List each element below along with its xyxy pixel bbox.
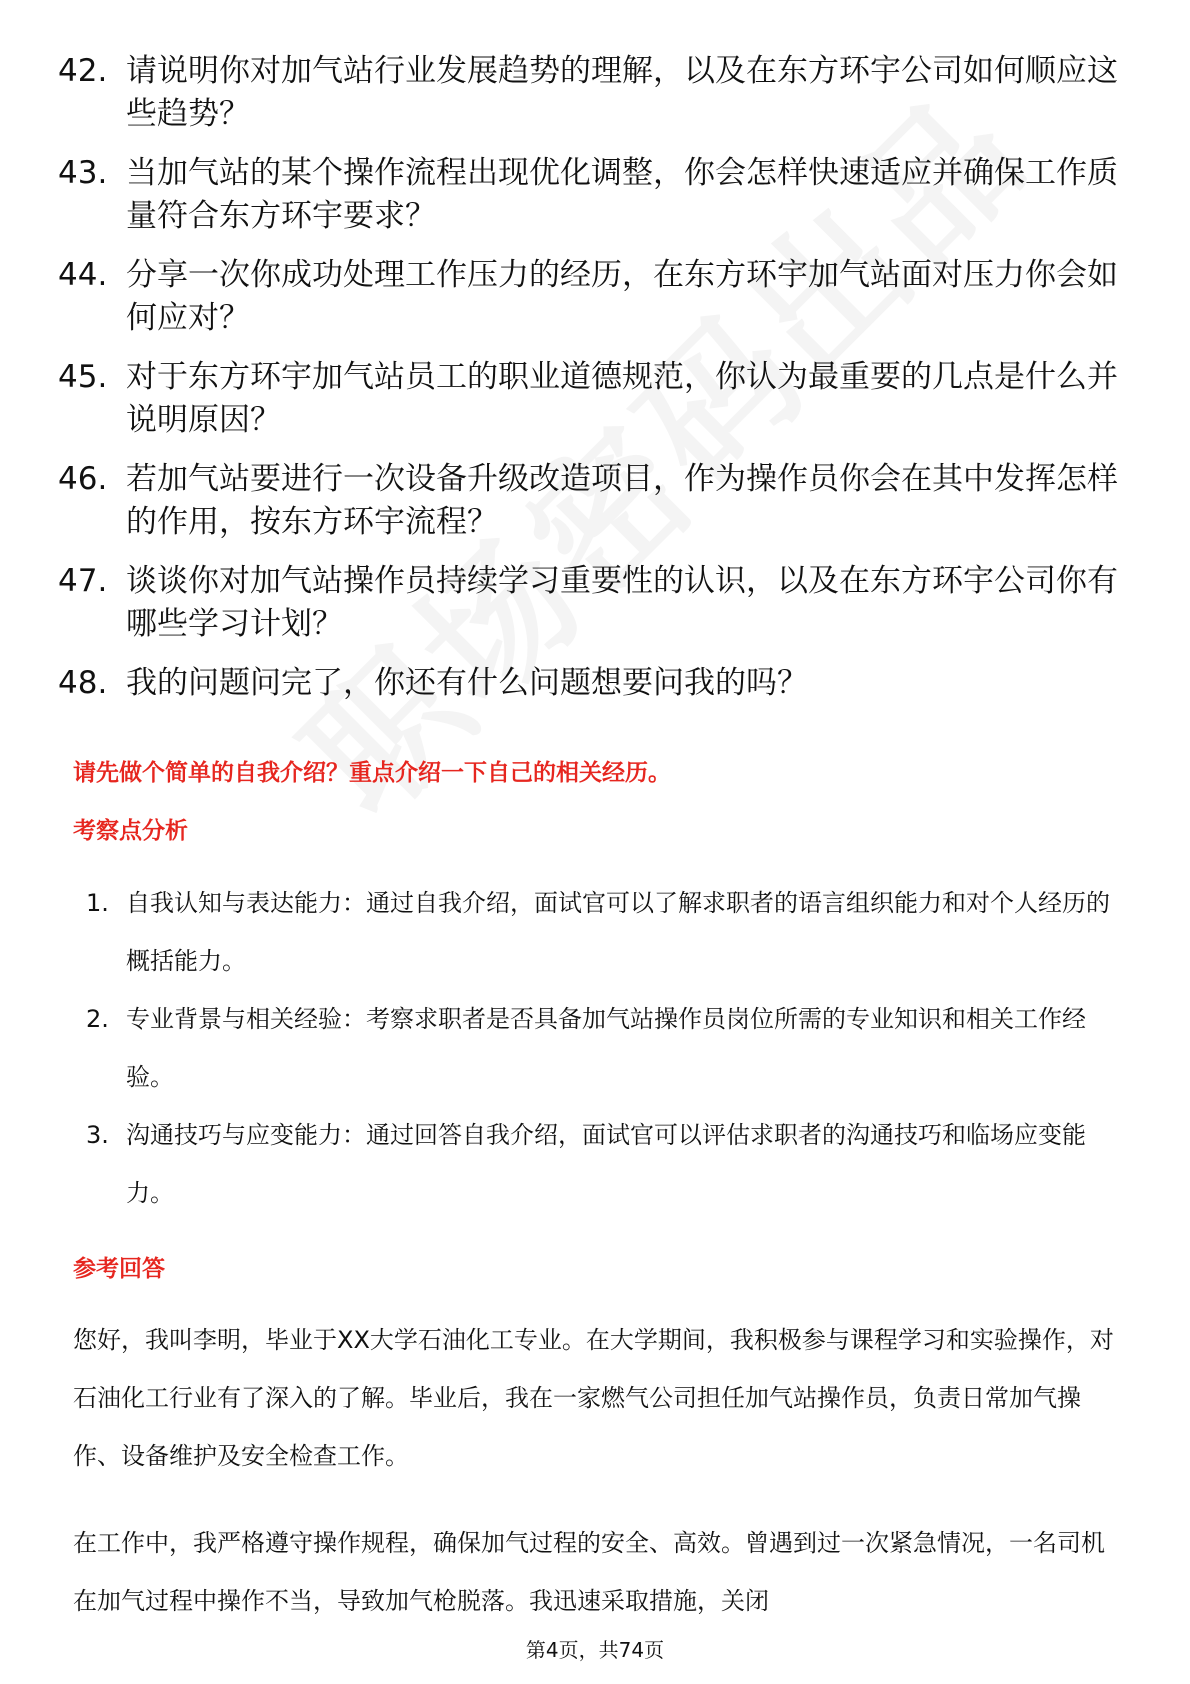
question-text: 我的问题问完了，你还有什么问题想要问我的吗？ bbox=[126, 665, 808, 701]
question-number: 47. bbox=[58, 563, 108, 599]
question-item bbox=[58, 50, 1138, 136]
analysis-list bbox=[86, 874, 1116, 1222]
question-list bbox=[58, 50, 1138, 721]
question-number: 43. bbox=[58, 155, 108, 191]
analysis-number: 1. bbox=[86, 889, 109, 917]
question-text: 分享一次你成功处理工作压力的经历，在东方环宇加气站面对压力你会如何应对？ bbox=[126, 257, 1118, 336]
page-footer: 第4页，共74页 bbox=[525, 1638, 665, 1662]
question-item bbox=[58, 458, 1138, 544]
question-number: 42. bbox=[58, 53, 108, 89]
answer-paragraph: 在工作中，我严格遵守操作规程，确保加气过程的安全、高效。曾遇到过一次紧急情况，一名司机在加气过程中操作不当，导致加气枪脱落。我迅速采取措施，关闭 bbox=[73, 1529, 1105, 1615]
answer-paragraph: 您好，我叫李明，毕业于XX大学石油化工专业。在大学期间，我积极参与课程学习和实验操作，对石油化工行业有了深入的了解。毕业后，我在一家燃气公司担任加气站操作员，负责日常加气操作、设备维护及安全检查工作。 bbox=[73, 1326, 1114, 1470]
question-number: 45. bbox=[58, 359, 108, 395]
question-number: 46. bbox=[58, 461, 108, 497]
question-item bbox=[58, 254, 1138, 340]
analysis-text: 专业背景与相关经验：考察求职者是否具备加气站操作员岗位所需的专业知识和相关工作经验。 bbox=[126, 1005, 1086, 1091]
analysis-item bbox=[86, 874, 1116, 990]
question-text: 请说明你对加气站行业发展趋势的理解，以及在东方环宇公司如何顺应这些趋势？ bbox=[126, 53, 1118, 132]
question-item bbox=[58, 662, 1138, 705]
question-text: 若加气站要进行一次设备升级改造项目，作为操作员你会在其中发挥怎样的作用，按东方环宇流程？ bbox=[126, 461, 1118, 540]
analysis-item bbox=[86, 1106, 1116, 1222]
question-text: 对于东方环宇加气站员工的职业道德规范，你认为最重要的几点是什么并说明原因？ bbox=[126, 359, 1118, 438]
question-text: 当加气站的某个操作流程出现优化调整，你会怎样快速适应并确保工作质量符合东方环宇要求？ bbox=[126, 155, 1118, 234]
question-item bbox=[58, 560, 1138, 646]
analysis-item bbox=[86, 990, 1116, 1106]
analysis-text: 沟通技巧与应变能力：通过回答自我介绍，面试官可以评估求职者的沟通技巧和临场应变能力。 bbox=[126, 1121, 1086, 1207]
question-number: 48. bbox=[58, 665, 108, 701]
analysis-heading: 考察点分析 bbox=[73, 818, 188, 844]
question-text: 谈谈你对加气站操作员持续学习重要性的认识，以及在东方环宇公司你有哪些学习计划？ bbox=[126, 563, 1118, 642]
question-item bbox=[58, 356, 1138, 442]
answer-heading: 参考回答 bbox=[73, 1256, 165, 1282]
question-item bbox=[58, 152, 1138, 238]
section-question-title: 请先做个简单的自我介绍？重点介绍一下自己的相关经历。 bbox=[73, 760, 671, 786]
analysis-text: 自我认知与表达能力：通过自我介绍，面试官可以了解求职者的语言组织能力和对个人经历的概括能力。 bbox=[126, 889, 1110, 975]
analysis-number: 3. bbox=[86, 1121, 109, 1149]
question-number: 44. bbox=[58, 257, 108, 293]
analysis-number: 2. bbox=[86, 1005, 109, 1033]
